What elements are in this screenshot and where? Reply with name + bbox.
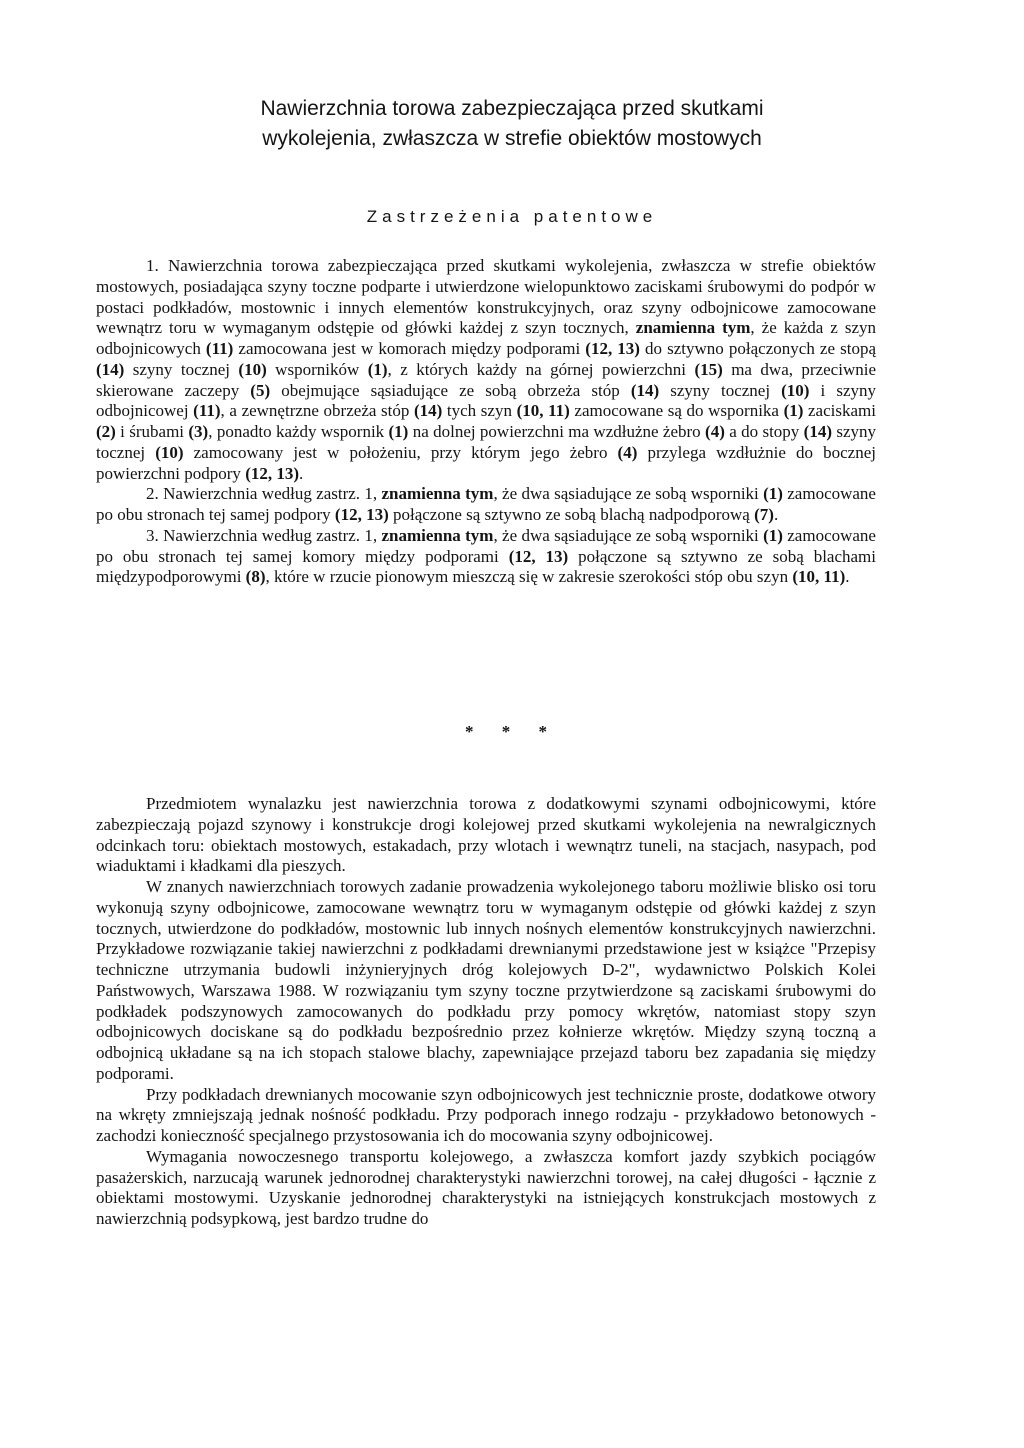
description-paragraph-3: Przy podkładach drewnianych mocowanie szyn odbojnicowych jest technicznie proste, dodatkowe otwory na wkręty zmniejszają jednak nośność podkładu. Przy podporach innego rodzaju - przykładowo betonowych - zachodzi konieczność specjalnego przystosowania ich do mocowania szyny odbojnicowej. xyxy=(96,1084,876,1145)
section-separator: * * * xyxy=(465,722,559,741)
claim-1: 1. Nawierzchnia torowa zabezpieczająca przed skutkami wykolejenia, zwłaszcza w strefie obiektów mostowych, posiadająca szyny toczne podparte i utwierdzone wielopunktowo zaciskami śrubowymi do podpór w postaci podkładów, mostownic i innych elementów konstrukcyjnych, oraz szyny odbojnicowe zamocowane wewnątrz toru w wymaganym odstępie od główki każdej z szyn tocznych, znamienna tym, że każda z szyn odbojnicowych (11) zamocowana jest w komorach między podporami (12, 13) do sztywno połączonych ze stopą (14) szyny tocznej (10) wsporników (1), z których każdy na górnej powierzchni (15) ma dwa, przeciwnie skierowane zaczepy (5) obejmujące sąsiadujące ze sobą obrzeża stóp (14) szyny tocznej (10) i szyny odbojnicowej (11), a zewnętrzne obrzeża stóp (14) tych szyn (10, 11) zamocowane są do wspornika (1) zaciskami (2) i śrubami (3), ponadto każdy wspornik (1) na dolnej powierzchni ma wzdłużne żebro (4) a do stopy (14) szyny tocznej (10) zamocowany jest w położeniu, przy którym jego żebro (4) przylega wzdłużnie do bocznej powierzchni podpory (12, 13). xyxy=(96,256,877,483)
description-paragraph-1: Przedmiotem wynalazku jest nawierzchnia torowa z dodatkowymi szynami odbojnicowymi, które zabezpieczają pojazd szynowy i konstrukcje drogi kolejowej przed skutkami wykolejenia na newralgicznych odcinkach toru: obiektach mostowych, estakadach, przy wlotach i wewnątrz tuneli, na stacjach, nasypach, pod wiaduktami i kładkami dla pieszych. xyxy=(96,794,876,876)
section-heading: Zastrzeżenia patentowe xyxy=(366,207,658,226)
document-title-line-1: Nawierzchnia torowa zabezpieczająca przed skutkami xyxy=(260,97,764,120)
claim-2: 2. Nawierzchnia według zastrz. 1, znamienna tym, że dwa sąsiadujące ze sobą wsporniki (1) zamocowane po obu stronach tej samej podpory (12, 13) połączone są sztywno ze sobą blachą nadpodporową (7). xyxy=(96,484,876,524)
description-paragraph-4: Wymagania nowoczesnego transportu kolejowego, a zwłaszcza komfort jazdy szybkich pociągów pasażerskich, narzucają warunek jednorodnej charakterystyki nawierzchni torowej, na całej długości - łącznie z obiektami mostowymi. Uzyskanie jednorodnej charakterystyki na istniejących konstrukcjach mostowych z nawierzchnią podsypkową, jest bardzo trudne do xyxy=(96,1146,876,1228)
patent-description xyxy=(96,794,876,1230)
claim-3: 3. Nawierzchnia według zastrz. 1, znamienna tym, że dwa sąsiadujące ze sobą wsporniki (1) zamocowane po obu stronach tej samej komory między podporami (12, 13) połączone są sztywno ze sobą blachami międzypodporowymi (8), które w rzucie pionowym mieszczą się w zakresie szerokości stóp obu szyn (10, 11). xyxy=(96,525,876,587)
patent-claims xyxy=(96,256,876,588)
description-paragraph-2: W znanych nawierzchniach torowych zadanie prowadzenia wykolejonego taboru możliwie blisko osi toru wykonują szyny odbojnicowe, zamocowane wewnątrz toru w wymaganym odstępie od główki każdej z szyn tocznych, utwierdzone do podkładów, mostownic lub innych nośnych elementów konstrukcyjnych nawierzchni. Przykładowe rozwiązanie takiej nawierzchni z podkładami drewnianymi przedstawione jest w książce "Przepisy techniczne utrzymania budowli inżynieryjnych dróg kolejowych D-2", wydawnictwo Polskich Kolei Państwowych, Warszawa 1988. W rozwiązaniu tym szyny toczne przytwierdzone są zaciskami śrubowymi do podkładek podszynowych zamocowanych do podkładu przy pomocy wkrętów, natomiast stopy szyn odbojnicowych dociskane są do podkładu bezpośrednio przez kołnierze wkrętów. Między szyną toczną a odbojnicą układane są na ich stopach stalowe blachy, zapewniające przejazd taboru bez zapadania się między podporami. xyxy=(96,877,876,1083)
document-title-line-2: wykolejenia, zwłaszcza w strefie obiektów mostowych xyxy=(262,127,762,150)
